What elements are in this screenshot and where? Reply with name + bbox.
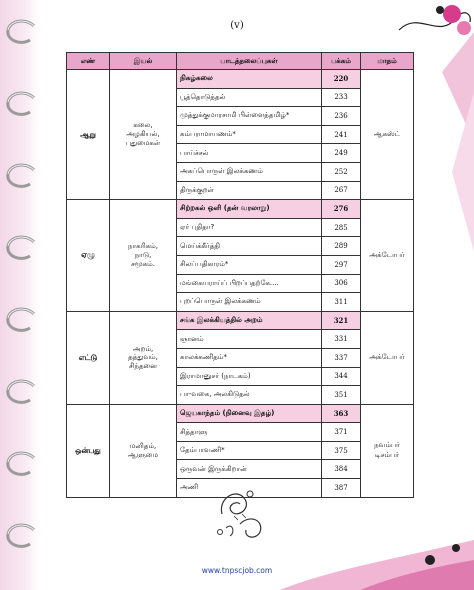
lesson-page: 285 <box>322 218 361 237</box>
lesson-title: பூத்தொடுத்தல் <box>177 88 322 107</box>
month-line: டிசம்பர் <box>375 450 399 459</box>
binder-ring-icon <box>4 234 38 262</box>
lesson-title: சிலப்பதிகாரம்* <box>177 255 322 274</box>
lesson-page: 297 <box>322 255 361 274</box>
lesson-page: 344 <box>322 367 361 386</box>
lesson-title: ஒருவன் இருக்கிறான் <box>177 460 322 479</box>
table-row <box>67 70 414 89</box>
binder-ring-icon <box>4 162 38 190</box>
lesson-title: ஏர் புதிதா? <box>177 218 322 237</box>
lesson-title: காலக்கணிதம்* <box>177 348 322 367</box>
genre-line: மனிதம், <box>129 441 157 450</box>
unit-month <box>361 70 414 200</box>
unit-genre <box>110 404 177 497</box>
lesson-page: 363 <box>322 404 361 423</box>
lesson-title: சித்தாளு <box>177 423 322 442</box>
month-line: அக்டோபர் <box>369 250 405 259</box>
floral-ornament <box>212 484 268 542</box>
lesson-title: மெய்க்கீர்த்தி <box>177 237 322 256</box>
lesson-title: பாய்ச்சல் <box>177 144 322 163</box>
unit-genre <box>110 70 177 200</box>
lesson-title: ஞானம் <box>177 330 322 349</box>
genre-line: ஆளுமை <box>127 450 159 459</box>
right-pink-decoration <box>424 32 474 252</box>
unit-number: எட்டு <box>67 311 110 404</box>
genre-line: சமூகம். <box>131 259 155 268</box>
genre-line: நாகரிகம், <box>128 242 158 251</box>
lesson-title: கம்பராமாயணம்* <box>177 125 322 144</box>
lesson-title: நிகழ்கலை <box>177 70 322 89</box>
unit-month <box>361 200 414 312</box>
lesson-page: 387 <box>322 479 361 498</box>
table-row <box>67 404 414 423</box>
table-body <box>67 70 414 498</box>
lesson-page: 306 <box>322 274 361 293</box>
genre-line: அறம், <box>132 344 154 353</box>
header-lesson-titles: பாடத்தலைப்புகள் <box>177 53 322 70</box>
table-row <box>67 311 414 330</box>
header-page: பக்கம் <box>322 53 361 70</box>
table-header-row <box>67 53 414 70</box>
unit-genre <box>110 200 177 312</box>
genre-line: கலை, <box>133 121 153 130</box>
lesson-page: 236 <box>322 107 361 126</box>
lesson-page: 289 <box>322 237 361 256</box>
lesson-title: அணி <box>177 479 322 498</box>
lesson-page: 375 <box>322 441 361 460</box>
lesson-page: 233 <box>322 88 361 107</box>
binder-ring-icon <box>4 306 38 334</box>
lesson-page: 321 <box>322 311 361 330</box>
unit-number: ஏழு <box>67 200 110 312</box>
lesson-title: அகப்பொருள் இலக்கணம் <box>177 162 322 181</box>
header-genre: இயல் <box>110 53 177 70</box>
month-line: அக்டோபர் <box>369 352 405 361</box>
lesson-page: 241 <box>322 125 361 144</box>
header-month: மாதம் <box>361 53 414 70</box>
table-row <box>67 200 414 219</box>
lesson-title: பா-வகை, அலகிடுதல் <box>177 386 322 405</box>
genre-line: புதுமைகள் <box>125 138 161 147</box>
unit-number: ஆறு <box>67 70 110 200</box>
binder-strip <box>0 0 40 590</box>
genre-line: அழகியல், <box>126 130 160 139</box>
genre-line: சிந்தனை <box>129 362 157 371</box>
binder-ring-icon <box>4 90 38 118</box>
lesson-page: 384 <box>322 460 361 479</box>
genre-line: நாடு, <box>134 251 152 260</box>
lesson-title: முத்துக்குமாரசாமி பிள்ளைத்தமிழ்* <box>177 107 322 126</box>
binder-ring-icon <box>4 450 38 478</box>
binder-ring-icon <box>4 522 38 550</box>
unit-genre <box>110 311 177 404</box>
unit-month <box>361 404 414 497</box>
page-number: (v) <box>230 20 244 31</box>
binder-ring-icon <box>4 378 38 406</box>
lesson-title: சங்க இலக்கியத்தில் அறம் <box>177 311 322 330</box>
lesson-title: திருக்குறள் <box>177 181 322 200</box>
unit-number: ஒன்பது <box>67 404 110 497</box>
month-line: நவம்பர் <box>374 440 400 449</box>
lesson-page: 337 <box>322 348 361 367</box>
lesson-title: தேம்பாவணி* <box>177 441 322 460</box>
contents-table <box>66 52 414 498</box>
lesson-page: 311 <box>322 293 361 312</box>
footer-website-link[interactable]: www.tnpscjob.com <box>201 566 273 575</box>
genre-line: தத்துவம், <box>128 353 158 362</box>
lesson-page: 351 <box>322 386 361 405</box>
lesson-page: 267 <box>322 181 361 200</box>
lesson-title: ஜெயகாந்தம் (நினைவு இதழ்) <box>177 404 322 423</box>
lesson-page: 331 <box>322 330 361 349</box>
header-number: எண் <box>67 53 110 70</box>
lesson-page: 220 <box>322 70 361 89</box>
lesson-title: இராமானுசர் (நாடகம்) <box>177 367 322 386</box>
lesson-title: புறப்பொருள் இலக்கணம் <box>177 293 322 312</box>
unit-month <box>361 311 414 404</box>
month-line: ஆகஸ்ட் <box>373 129 401 138</box>
lesson-title: மங்கையராய்ப் பிறப்பதற்கே.... <box>177 274 322 293</box>
lesson-page: 371 <box>322 423 361 442</box>
lesson-page: 249 <box>322 144 361 163</box>
lesson-title: சிற்றகல் ஒளி (தன் வரலாறு) <box>177 200 322 219</box>
lesson-page: 252 <box>322 162 361 181</box>
lesson-page: 276 <box>322 200 361 219</box>
